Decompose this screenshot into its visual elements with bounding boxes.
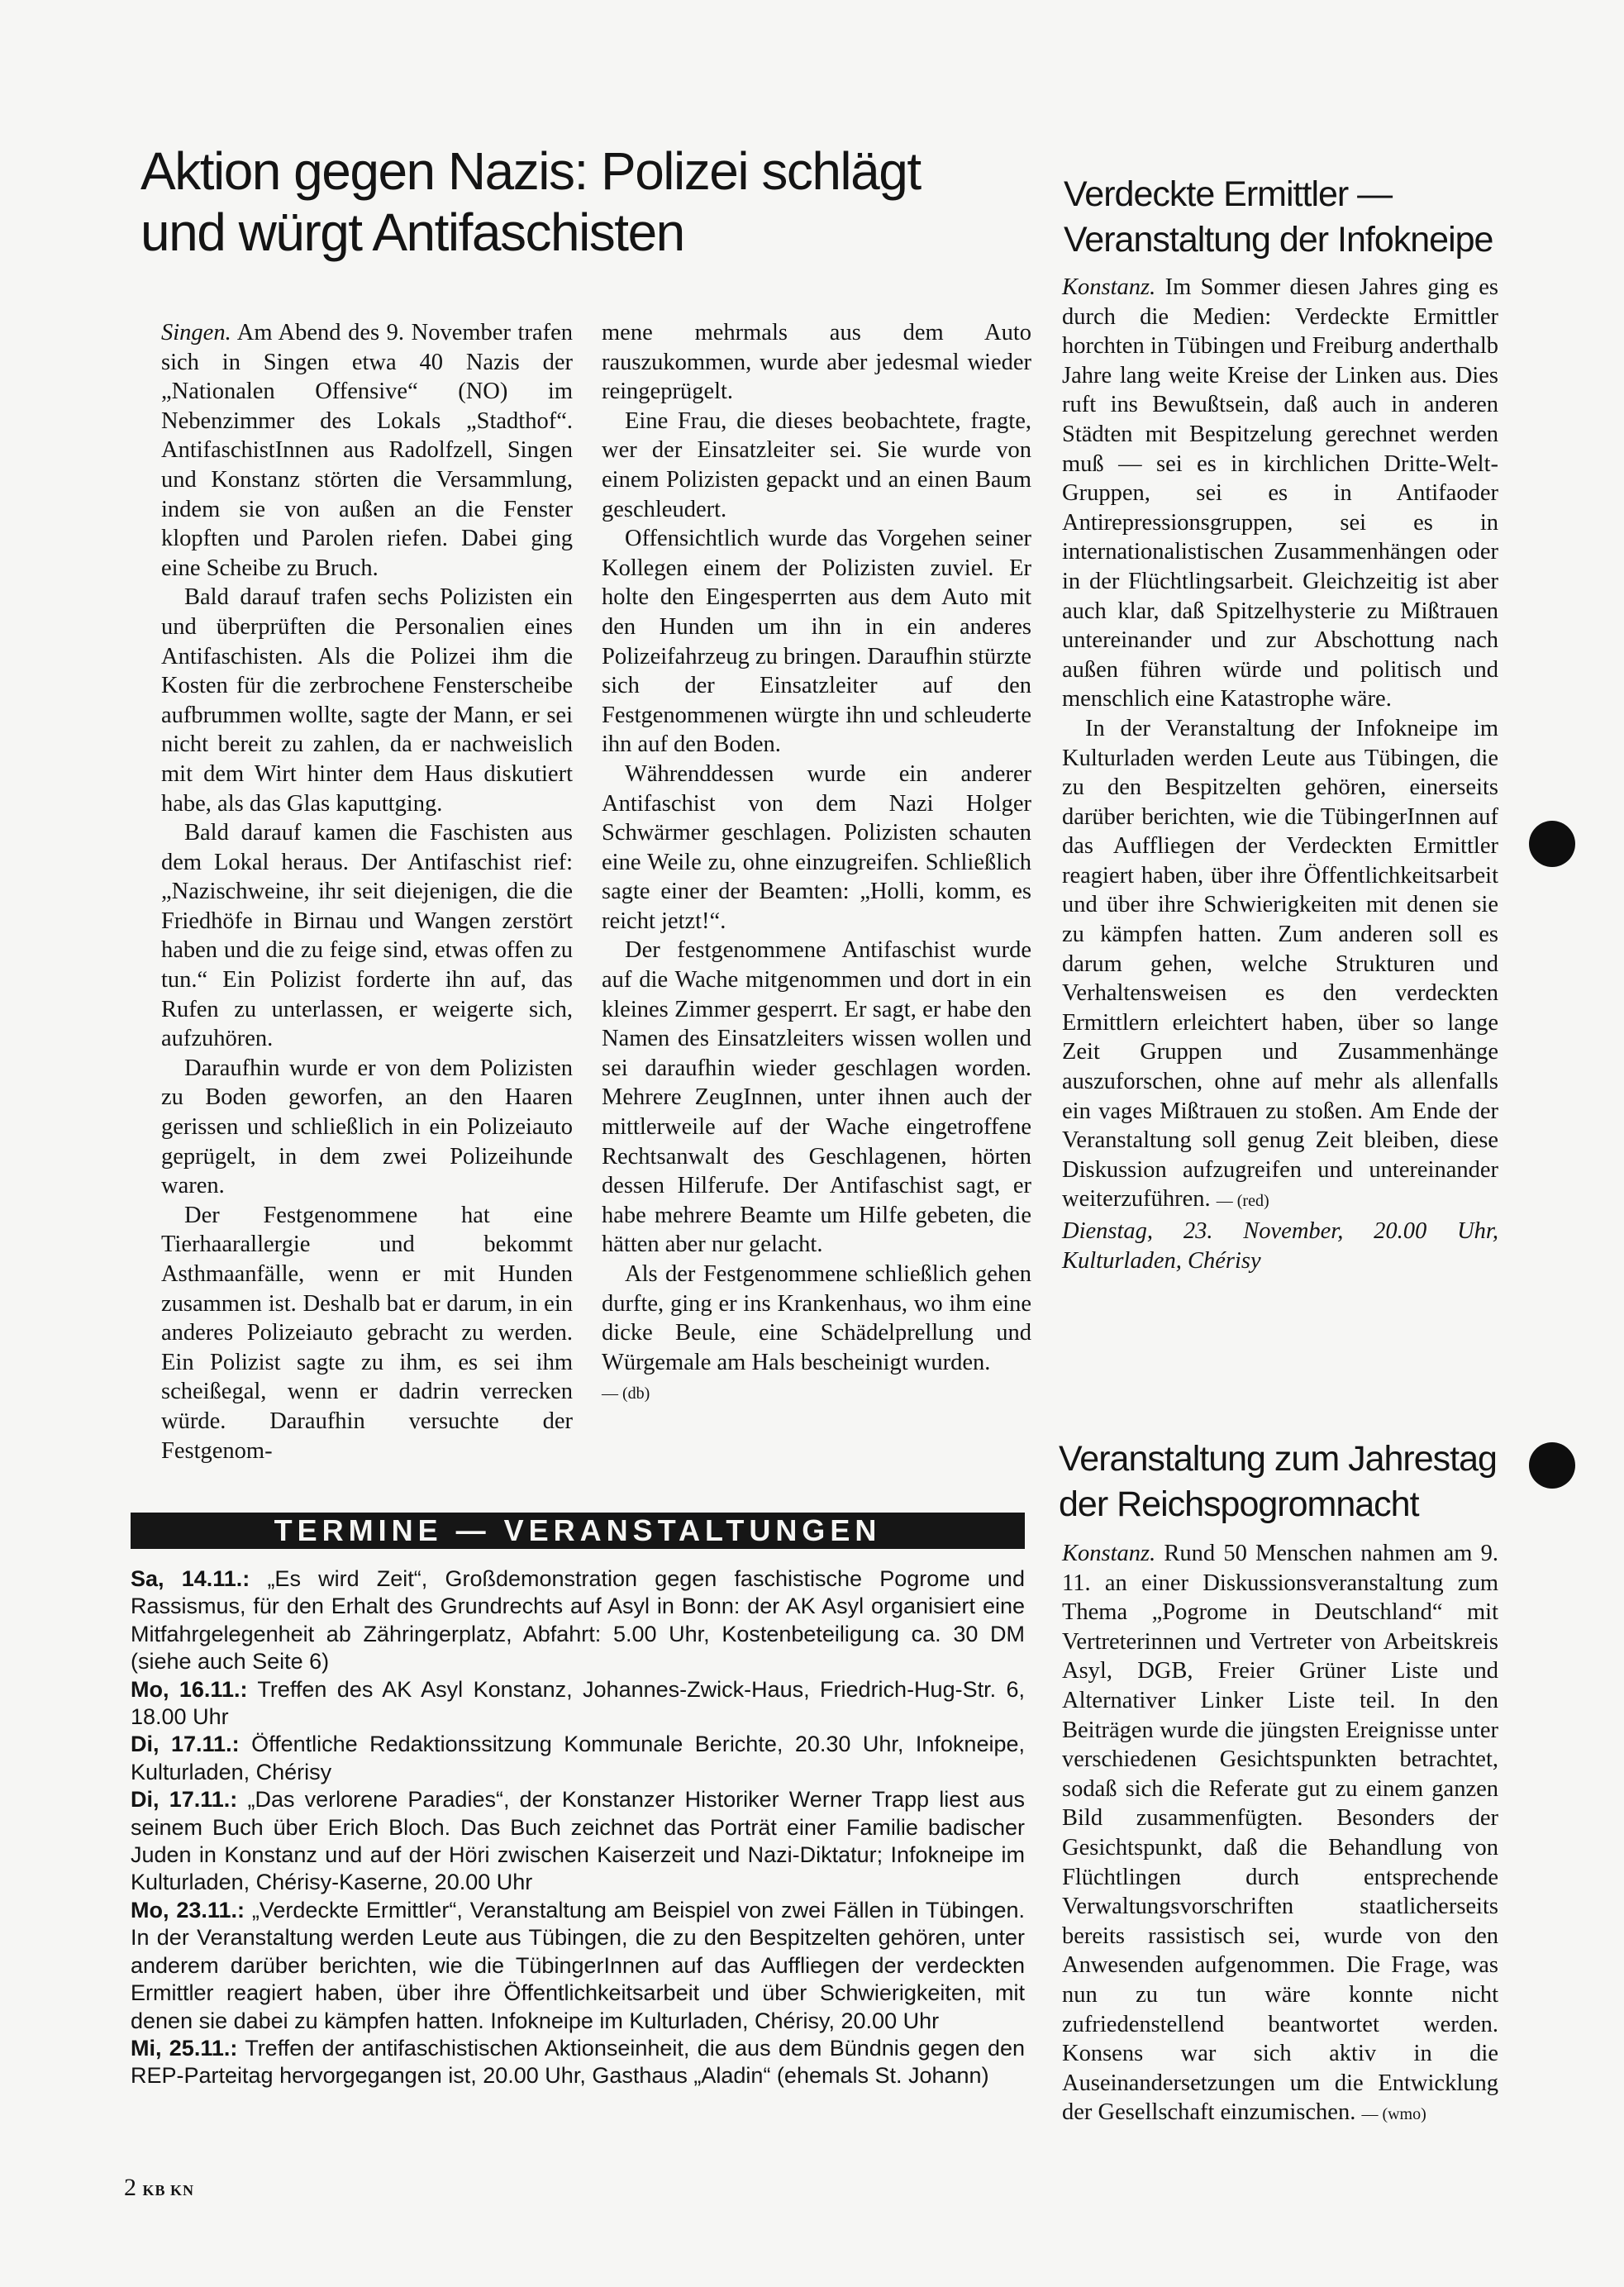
list-item: Di, 17.11.: „Das verlorene Paradies“, der Konstanzer Historiker Werner Trapp liest aus seinem Buch über Erich Bloch. Das Buch zeichnet das Porträt einer Familie badischer Juden in Konstanz und auf der Höri zwischen Kaiserzeit und Nazi-Diktatur; Infokneipe im Kulturladen, Chérisy-Kaserne, 20.00 Uhr bbox=[131, 1787, 1025, 1895]
publication-name: KB KN bbox=[142, 2182, 195, 2199]
termine-list bbox=[131, 1565, 1025, 2090]
event-date: Mi, 25.11.: bbox=[131, 2035, 238, 2061]
event-date: Mo, 23.11.: bbox=[131, 1897, 245, 1923]
author-tag: — (red) bbox=[1216, 1192, 1269, 1211]
dateline: Konstanz. bbox=[1062, 1541, 1156, 1566]
punch-hole-dot bbox=[1529, 821, 1575, 867]
dateline: Singen. bbox=[161, 320, 231, 345]
paragraph: mene mehrmals aus dem Auto rauszukommen, wurde aber jedesmal wieder reingeprügelt. bbox=[602, 320, 1031, 405]
paragraph: Konstanz. Rund 50 Menschen nahmen am 9. 11. an einer Diskussionsveranstaltung zum Thema „Pogrome in Deutschland“ mit Vertreterinnen und Vertreter von Arbeitskreis Asyl, DGB, Freier Grüner Liste und Alternativer Linker Liste teil. In den Beiträgen wurde die jüngsten Ereignisse unter verschiedenen Gesichtspunkten betrachtet, sodaß sich die Referate gut zu einem ganzen Bild zusammenfügten. Besonders der Gesichtspunkt, daß die Behandlung von Flüchtlingen durch entsprechende Verwaltungsvorschriften staatlicherseits bereits rassistisch sei, wurde von den Anwesenden aufgenommen. Die Frage, was nun zu tun wäre konnte nicht zufriedenstellend beantwortet werden. Konsens war sich aktiv in die Auseinandersetzungen um die Entwicklung der Gesellschaft einzumischen. — (wmo) bbox=[1062, 1541, 1498, 2126]
paragraph: In der Veranstaltung der Infokneipe im Kulturladen werden Leute aus Tübingen, die zu den Bespitzelten gehören, einerseits darüber berichten, wie die TübingerInnen auf das Auffliegen der Verdeckten Ermittler reagiert haben, über ihre Öffentlichkeitsarbeit und über ihre Schwierigkeiten mit denen sie zu kämpfen hatten. Zum anderen soll es darum gehen, welche Strukturen und Verhaltensweisen es den verdeckten Ermittlern erleichtert haben, über so lange Zeit Gruppen und Zusammenhänge auszuforschen, ohne auf mehr als allenfalls ein vages Mißtrauen zu stoßen. Am Ende der Veranstaltung soll genug Zeit bleiben, diese Diskussion aufzugreifen und untereinander weiterzuführen. — (red) bbox=[1062, 715, 1498, 1213]
event-date: Di, 17.11.: bbox=[131, 1787, 238, 1813]
paragraph: Singen. Am Abend des 9. November trafen sich in Singen etwa 40 Nazis der „Nationalen Offensive“ (NO) im Nebenzimmer des Lokals „Stadthof“. AntifaschistInnen aus Radolfzell, Singen und Konstanz störten die Versammlung, indem sie von außen an die Fenster klopften und Parolen riefen. Dabei ging eine Scheibe zu Bruch. bbox=[161, 320, 573, 581]
event-info: Dienstag, 23. November, 20.00 Uhr, Kulturladen, Chérisy bbox=[1062, 1218, 1498, 1274]
main-article-col1 bbox=[161, 318, 573, 1465]
main-headline: Aktion gegen Nazis: Polizei schlägt und würgt Antifaschisten bbox=[140, 141, 921, 262]
paragraph: Bald darauf kamen die Faschisten aus dem Lokal heraus. Der Antifaschist rief: „Nazischweine, ihr seit diejenigen, die die Friedhöfe in Birnau und Wangen zerstört haben und die zu feige sind, etwas offen zu tun.“ Ein Polizist forderte ihn auf, das Rufen zu unterlassen, er weigerte sich, aufzuhören. bbox=[161, 820, 573, 1052]
paragraph: Offensichtlich wurde das Vorgehen seiner Kollegen einem der Polizisten zuviel. Er holte den Eingesperrten aus dem Auto mit den Hunden um ihn in ein anderes Polizeifahrzeug zu bringen. Daraufhin stürzte sich der Einsatzleiter auf den Festgenommenen würgte ihn und schleuderte ihn auf den Boden. bbox=[602, 526, 1031, 758]
paragraph: Konstanz. Im Sommer diesen Jahres ging es durch die Medien: Verdeckte Ermittler horchten in Tübingen und Freiburg anderthalb Jahre lang weite Kreise der Linken aus. Dies ruft ins Bewußtsein, daß auch in anderen Städten mit Bespitzelung gerechnet werden muß — sei es in kirchlichen Dritte-Welt-Gruppen, sei es in Antifaoder Antirepressionsgruppen, sei es in internationalistischen Zusammenhängen oder in der Flüchtlingsarbeit. Gleichzeitig ist aber auch klar, daß Spitzelhysterie zu Mißtrauen untereinander und zur Abschottung nach außen führen würde und politisch und menschlich eine Katastrophe wäre. bbox=[1062, 274, 1498, 712]
paragraph: Bald darauf trafen sechs Polizisten ein und überprüften die Personalien eines Antifaschisten. Als die Polizei ihm die Kosten für die zerbrochene Fensterscheibe aufbrummen wollte, sagte der Mann, er sei nicht bereit zu zahlen, da er nachweislich mit dem Wirt hinter dem Haus diskutiert habe, als das Glas kaputtging. bbox=[161, 584, 573, 817]
main-article-col2 bbox=[602, 318, 1031, 1409]
event-date: Mo, 16.11.: bbox=[131, 1676, 248, 1702]
list-item: Mo, 23.11.: „Verdeckte Ermittler“, Veranstaltung am Beispiel von zwei Fällen in Tübingen. In der Veranstaltung werden Leute aus Tübingen, die zu den Bespitzelten gehören, unter anderem darüber berichten, wie die TübingerInnen auf das Auffliegen der verdeckten Ermittler reagiert haben, über ihre Öffentlichkeitsarbeit und über Schwierigkeiten, mit denen sie dabei zu kämpfen hatten. Infokneipe im Kulturladen, Chérisy, 20.00 Uhr bbox=[131, 1897, 1025, 2033]
paragraph: Eine Frau, die dieses beobachtete, fragte, wer der Einsatzleiter sei. Sie wurde von einem Polizisten gepackt und an einen Baum geschleudert. bbox=[602, 407, 1031, 522]
punch-hole-dot bbox=[1529, 1442, 1575, 1489]
event-date: Sa, 14.11.: bbox=[131, 1566, 250, 1591]
list-item: Sa, 14.11.: „Es wird Zeit“, Großdemonstration gegen faschistische Pogrome und Rassismus, für den Erhalt des Grundrechts auf Asyl in Bonn: der AK Asyl organisiert eine Mitfahrgelegenheit ab Zähringerplatz, Abfahrt: 5.00 Uhr, Kostenbeteiligung ca. 30 DM (siehe auch Seite 6) bbox=[131, 1566, 1025, 1675]
list-item: Mi, 25.11.: Treffen der antifaschistischen Aktionseinheit, die aus dem Bündnis gegen den REP-Parteitag hervorgegangen ist, 20.00 Uhr, Gasthaus „Aladin“ (ehemals St. Johann) bbox=[131, 2035, 1025, 2089]
side-article-1 bbox=[1062, 273, 1498, 1275]
author-tag: — (db) bbox=[602, 1384, 650, 1403]
page-number: 2 bbox=[124, 2174, 136, 2201]
paragraph: Als der Festgenommene schließlich gehen durfte, ging er ins Krankenhaus, wo ihm eine dicke Beule, eine Schädelprellung und Würgemale am Hals bescheinigt wurden. — (db) bbox=[602, 1261, 1031, 1403]
list-item: Di, 17.11.: Öffentliche Redaktionssitzung Kommunale Berichte, 20.30 Uhr, Infokneipe, Kulturladen, Chérisy bbox=[131, 1732, 1025, 1784]
side-article-2 bbox=[1062, 1539, 1498, 2130]
paragraph: Daraufhin wurde er von dem Polizisten zu Boden geworfen, an den Haaren gerissen und schließlich in ein Polizeiauto geprügelt, in dem zwei Polizeihunde waren. bbox=[161, 1055, 573, 1199]
event-date: Di, 17.11.: bbox=[131, 1732, 240, 1757]
side-headline-1: Verdeckte Ermittler — Veranstaltung der Infokneipe bbox=[1064, 174, 1493, 260]
termine-heading: TERMINE — VERANSTALTUNGEN bbox=[274, 1513, 882, 1547]
termine-heading-bar bbox=[131, 1513, 1025, 1549]
list-item: Mo, 16.11.: Treffen des AK Asyl Konstanz, Johannes-Zwick-Haus, Friedrich-Hug-Str. 6, 18.00 Uhr bbox=[131, 1676, 1026, 1730]
page-footer bbox=[124, 2174, 194, 2202]
author-tag: — (wmo) bbox=[1361, 2105, 1426, 2124]
dateline: Konstanz. bbox=[1062, 274, 1156, 300]
paragraph: Der Festgenommene hat eine Tierhaarallergie und bekommt Asthmaanfälle, wenn er mit Hunden zusammen ist. Deshalb bat er darum, in ein anderes Polizeiauto gebracht zu werden. Ein Polizist sagte zu ihm, es sei ihm scheißegal, wenn er dadrin verrecken würde. Daraufhin versuchte der Festgenom- bbox=[161, 1202, 573, 1464]
side-headline-2: Veranstaltung zum Jahrestag der Reichspogromnacht bbox=[1059, 1439, 1497, 1524]
paragraph: Der festgenommene Antifaschist wurde auf die Wache mitgenommen und dort in ein kleines Zimmer gesperrt. Er sagt, er habe den Namen des Einsatzleiters wissen wollen und sei daraufhin wieder geschlagen worden. Mehrere ZeugInnen, unter ihnen auch der mittlerweile auf der Wache eingetroffene Rechtsanwalt des Geschlagenen, hörten dessen Hilferufe. Der Antifaschist sagt, er habe mehrere Beamte um Hilfe gebeten, die hätten aber nur gelacht. bbox=[602, 937, 1031, 1258]
paragraph: Währenddessen wurde ein anderer Antifaschist von dem Nazi Holger Schwärmer geschlagen. Polizisten schauten eine Weile zu, ohne einzugreifen. Schließlich sagte einer der Beamten: „Holli, komm, es reicht jetzt!“. bbox=[602, 760, 1031, 934]
